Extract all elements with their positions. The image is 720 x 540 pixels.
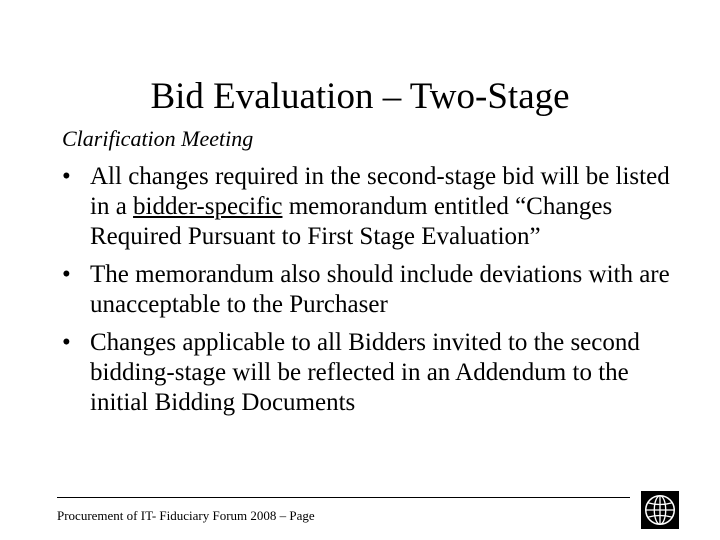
globe-logo-icon: [641, 491, 679, 529]
bullet-text: The memorandum also should include deviations with are unacceptable to the Purchaser: [90, 261, 670, 318]
slide-subtitle: Clarification Meeting: [62, 126, 254, 151]
bullet-item: [62, 162, 682, 252]
footer-divider: [57, 497, 630, 498]
footer-text: Procurement of IT- Fiduciary Forum 2008 – Page: [57, 508, 315, 523]
bullet-text-part: memorandum entitled “Changes Required Pursuant to First Stage Evaluation”: [90, 193, 613, 250]
bullet-item: [62, 260, 682, 320]
bullet-marker: •: [62, 329, 71, 356]
bullet-item: [62, 328, 682, 418]
bullet-text: Changes applicable to all Bidders invited to the second bidding-stage will be reflected in an Addendum to the initial Bidding Documents: [90, 329, 640, 416]
bullet-marker: •: [62, 261, 71, 288]
slide-title: Bid Evaluation – Two-Stage: [150, 76, 570, 117]
bullet-marker: •: [62, 163, 71, 190]
bullet-text-underlined: bidder-specific: [133, 193, 283, 220]
bullet-text-part: All changes required in the second-stage bid will be listed in a: [90, 163, 670, 220]
bullet-list: [62, 162, 682, 426]
